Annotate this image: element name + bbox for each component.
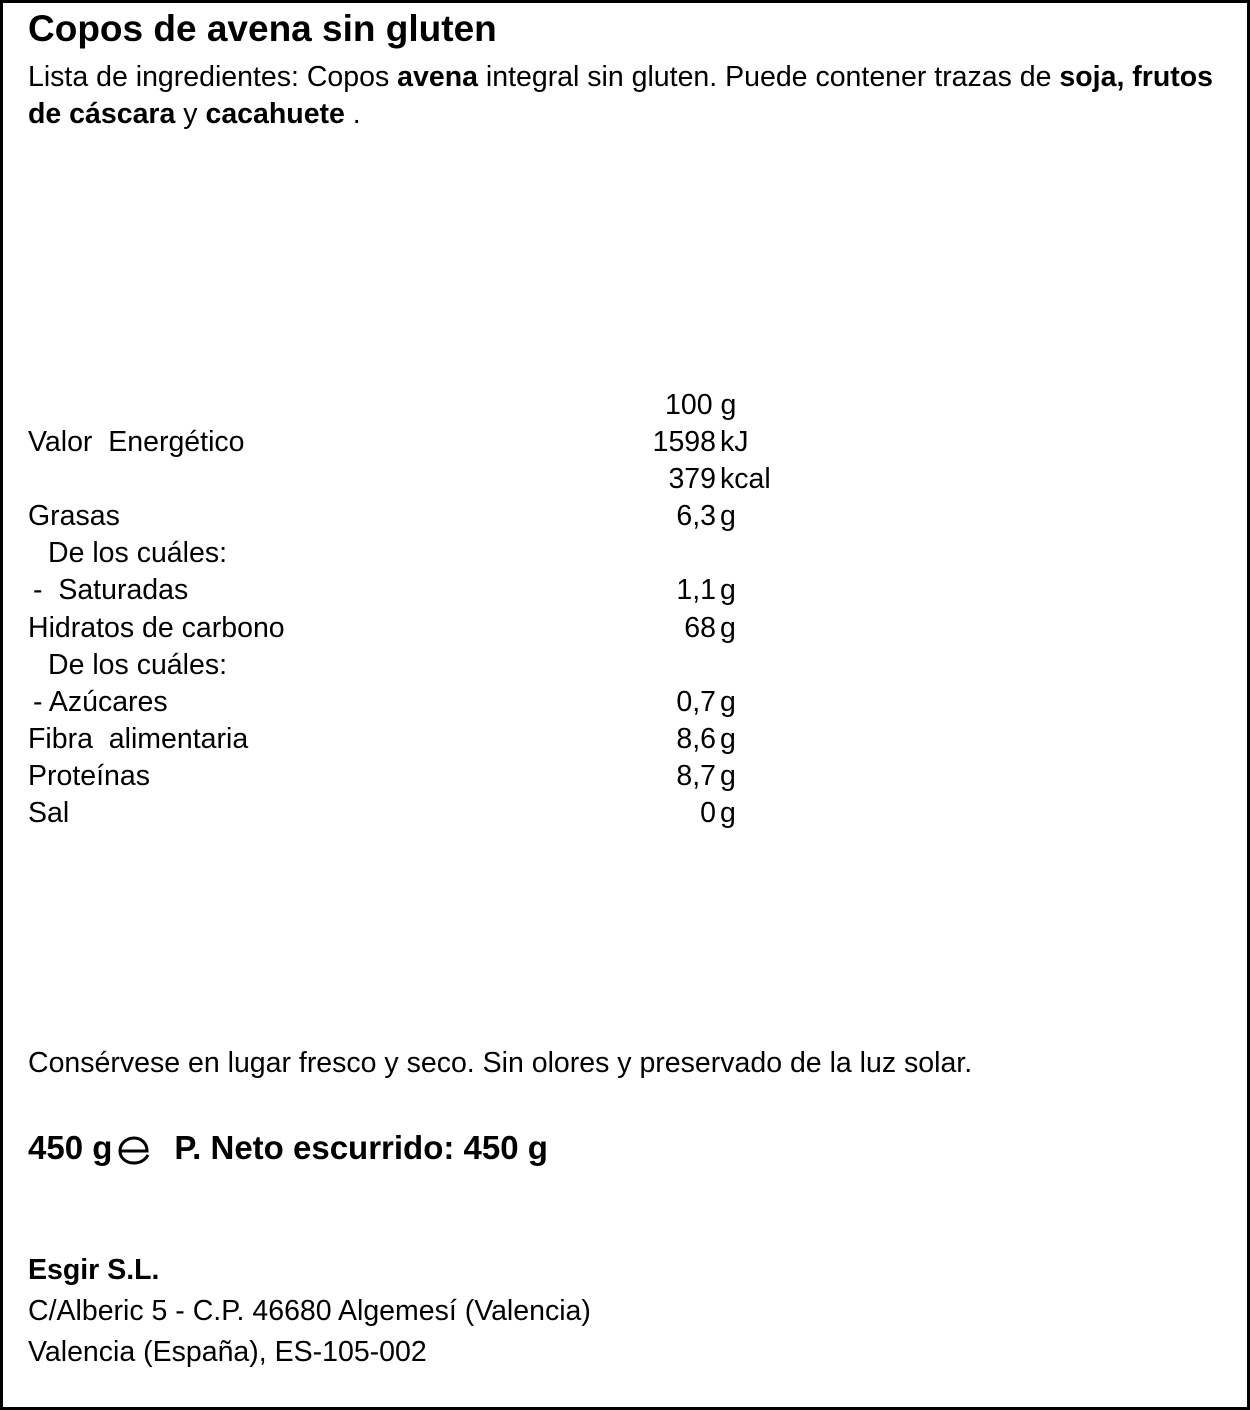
- allergen-avena: avena: [397, 61, 478, 93]
- nutrient-row-hidratos: [3, 610, 1250, 647]
- net-weight: [28, 1127, 548, 1169]
- storage-instructions: Consérvese en lugar fresco y seco. Sin olores y preservado de la luz solar.: [28, 1047, 973, 1079]
- nutrient-label: De los cuáles:: [48, 649, 228, 681]
- serving-header: 100 g: [665, 389, 737, 421]
- product-title: Copos de avena sin gluten: [28, 8, 497, 49]
- nutrient-label: Hidratos de carbono: [28, 612, 285, 644]
- nutrient-value: 6,3: [676, 500, 716, 532]
- nutrient-row-sal: [3, 795, 1250, 832]
- nutrient-unit: g: [720, 760, 736, 792]
- nutrient-row-fibra: [3, 721, 1250, 758]
- nutrient-unit: g: [720, 574, 736, 606]
- ingredients-mid2: y: [175, 98, 206, 130]
- nutrient-row-saturadas: [3, 572, 1250, 609]
- nutrient-unit: g: [720, 686, 736, 718]
- company-region: Valencia (España), ES-105-002: [28, 1336, 427, 1368]
- nutrition-header-row: [3, 387, 1250, 424]
- energy-kj-unit: kJ: [720, 426, 749, 458]
- energy-kcal-row: [3, 461, 1250, 498]
- ingredients-list: [28, 59, 1228, 133]
- nutrient-value: 8,6: [676, 723, 716, 755]
- nutrient-label: Sal: [28, 797, 70, 829]
- energy-kj-row: [3, 424, 1250, 461]
- nutrient-unit: g: [720, 500, 736, 532]
- nutrient-value: 1,1: [676, 574, 716, 606]
- nutrient-row-proteinas: [3, 758, 1250, 795]
- nutrient-unit: g: [720, 612, 736, 644]
- company-info: [28, 1250, 591, 1373]
- nutrient-row-grasas: [3, 498, 1250, 535]
- nutrient-value: 8,7: [676, 760, 716, 792]
- ingredients-mid1: integral sin gluten. Puede contener trazas de: [477, 61, 1060, 93]
- nutrient-label: De los cuáles:: [48, 537, 228, 569]
- nutrient-value: 68: [684, 612, 716, 644]
- nutrient-label: - Azúcares: [33, 686, 168, 718]
- nutrient-row-subheading: [3, 647, 1250, 684]
- nutrient-label: Fibra alimentaria: [28, 723, 249, 755]
- ingredients-suffix: .: [344, 98, 361, 130]
- nutrient-label: Proteínas: [28, 760, 150, 792]
- nutrient-value: 0,7: [676, 686, 716, 718]
- nutrient-unit: g: [720, 797, 736, 829]
- nutrient-row-azucares: [3, 684, 1250, 721]
- allergen-cacahuete: cacahuete: [205, 98, 345, 130]
- drained-weight: P. Neto escurrido: 450 g: [174, 1129, 548, 1166]
- ingredients-prefix: Lista de ingredientes: Copos: [28, 61, 398, 93]
- nutrient-value: 0: [700, 797, 716, 829]
- allergen-soja-frutos: soja, frutos de cáscara: [28, 61, 1214, 130]
- estimated-e-mark-icon: [116, 1135, 152, 1165]
- company-name: Esgir S.L.: [28, 1254, 160, 1286]
- energy-kcal-unit: kcal: [720, 463, 771, 495]
- nutrient-label: - Saturadas: [33, 574, 189, 606]
- energy-kj-value: 1598: [652, 426, 716, 458]
- nutrient-unit: g: [720, 723, 736, 755]
- energy-kcal-value: 379: [668, 463, 716, 495]
- company-address: C/Alberic 5 - C.P. 46680 Algemesí (Valencia): [28, 1295, 591, 1327]
- energy-label: Valor Energético: [28, 426, 245, 458]
- net-weight-value: 450 g: [28, 1129, 113, 1166]
- nutrient-row-subheading: [3, 535, 1250, 572]
- nutrient-label: Grasas: [28, 500, 120, 532]
